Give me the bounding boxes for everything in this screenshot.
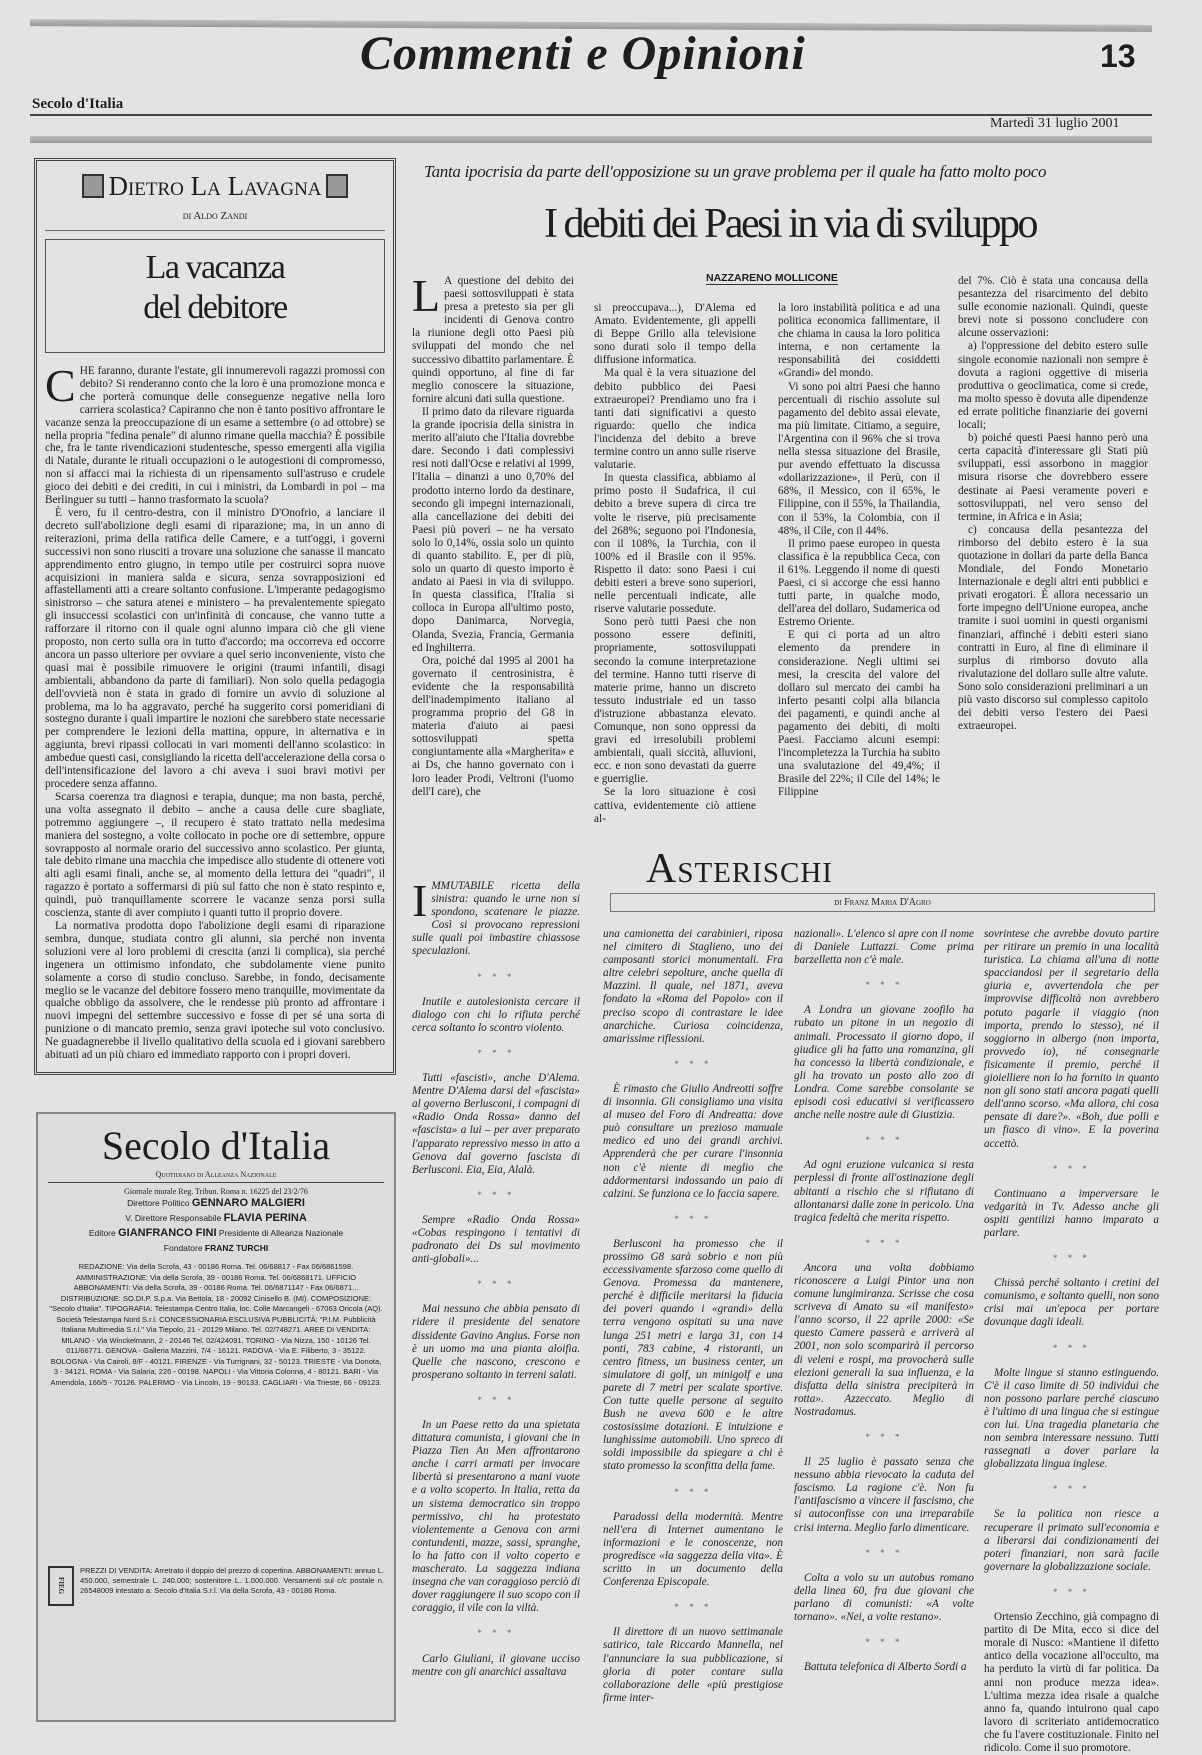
paragraph: Inutile e autolesionista cercare il dialogo con chi lo rifiuta perché cerca soltanto lo scontro violento. [412, 995, 580, 1034]
paragraph: Il primo paese europeo in questa classifica è la repubblica Ceca, con il 61%. Leggendo il nome di questi Paesi, ci si accorge che essi hanno tutti parte, in qualche modo, dell'area del dollaro, Sudamerica od Estremo Oriente. [778, 537, 940, 629]
paper-name-small: Secolo d'Italia [32, 96, 124, 112]
staff-row [48, 1241, 384, 1256]
paragraph: Sempre «Radio Onda Rossa» «Cobas respingono i tentativi di padronato dei Ds sul movimento anti-globali»... [412, 1213, 580, 1266]
separator-stars: * * * [674, 1213, 712, 1224]
paragraph: nazionali». L'elenco si apre con il nome di Daniele Luttazzi. Come prima barzelletta non c'è male. [794, 928, 974, 967]
masthead-box [36, 1112, 396, 1722]
drop-cap: C [45, 360, 76, 411]
separator-stars: * * * [477, 1628, 515, 1639]
masthead-title: Secolo d'Italia [101, 1123, 331, 1168]
paragraph: Carlo Giuliani, il giovane ucciso mentre con gli anarchici assaltava [412, 1652, 580, 1678]
paragraph: Scarsa coerenza tra diagnosi e terapia, dunque; ma non basta, perché, una volta assegnato il debito – anche a causa delle cure sbagliate, potremmo aggiungere –, il recupero è stato trattato nella medesima maniera del sostegno, a volte collocato in poche ore di settembre, oppure sovrapposto al normale orario del successivo anno scolastico. Per giunta, tale debito rimane una macchia che impedisce allo studente di ottenere voti alti agli esami finali, anche se, al momento della lettura dei "quadri", il ragazzo è portato a soffermarsi di più sul fatto che non è stato respinto e, quindi, può tranquillamente scorrere le vacanze senza porsi sulla coscienza, stante di aver compiuto i quanti tutto il proprio dovere. [45, 790, 385, 920]
paragraph: Sono però tutti Paesi che non possono essere definiti, propriamente, sottosviluppati secondo la comune interpretazione del termine. Hanno tutti riserve di materie prime, hanno un discreto tessuto industriale ed un tasso d'istruzione abbastanza elevato. Comunque, non sono oppressi da gravi ed irresolubili problemi ambientali, quali siccità, alluvioni, ecc. e non sono devastati da guerre e guerriglie. [594, 616, 756, 786]
separator-stars: * * * [477, 971, 515, 982]
column-author: di Aldo Zandi [45, 210, 385, 231]
asterischi-title: Asterischi [646, 846, 833, 892]
separator-stars: * * * [1052, 1253, 1091, 1264]
masthead-subtitle: Quotidiano di Alleanza Nazionale [48, 1170, 384, 1183]
paragraph: una camionetta dei carabinieri, riposa nel cimitero di Staglieno, uno dei camposanti storici monumentali. Fra altre celebri sepolture, anche quella di Mazzini. Il quale, nel 1871, aveva fondato la «Roma del Popolo» con il preciso scopo di contrastare le idee anarchiche. Curiosa coincidenza, amarissime riflessioni. [603, 928, 783, 1045]
separator-stars: * * * [865, 1237, 903, 1248]
paragraph: la loro instabilità politica e ad una politica economica fallimentare, il che chiama in causa la loro politica interna, e non certamente la responsabilità dei cosiddetti «Grandi» del mondo. [778, 302, 940, 380]
article-headline: I debiti dei Paesi in via di sviluppo [544, 201, 1036, 247]
paragraph: Mai nessuno che abbia pensato di ridere il presidente del senatore dissidente Gavino Angius. Forse non è un uomo ma una pianta aloifia. Quelle che nascono, crescono e prosperano soltanto in terreni salati. [412, 1303, 580, 1381]
paragraph: È rimasto che Giulio Andreotti soffre di insonnia. Gli consigliamo una visita al museo del Foro di Andreatta: dove può consultare un prezioso manuale medico ed uno dei grandi archivi. Apprenderà che per curare l'insonnia non c'è niente di meglio che addormentarsi indossando un paio di calzini. Se funziona ce lo faccia sapere. [603, 1082, 783, 1200]
rubric-title [45, 171, 385, 202]
paragraph: Battuta telefonica di Alberto Sordi a [804, 1661, 967, 1674]
asterischi-col-1 [412, 875, 580, 1740]
staff-name: FLAVIA PERINA [223, 1212, 307, 1224]
paragraph: Se la loro situazione è così cattiva, evidentemente ciò attiene al- [594, 786, 756, 825]
paragraph: sovrintese che avrebbe dovuto partire per ritirare un premio in una località turistica. La chiama all'una di notte spacciandosi per il segretario della giuria e, avvertendola che per improvvise difficoltà non avrebbero potuto pagarle il viaggio (non importa, prendo lo stesso), né il soggiorno in albergo (non importa, provvedo io), né consegnarle fisicamente il premio, perché il gioielliere non lo ha fornito in quanto non gli sono stati ancora pagati quelli dell'anno scorso. «Ma allora, chi cosa pensate di dare?». «Boh, due polli e un fiasco di vino». E la poverina accettò. [984, 928, 1159, 1150]
paragraph: b) poiché questi Paesi hanno però una certa capacità d'interessare gli Stati più sviluppati, essi assorbono in maggior misura risorse che dovrebbero essere destinate ai Paesi veramente poveri e sottosviluppati, nel vero senso del termine, in Africa e in Asia; [958, 432, 1148, 523]
staff-role: Direttore Politico [127, 1198, 190, 1208]
article-kicker: Tanta ipocrisia da parte dell'opposizione su un grave problema per il quale ha fatto molto poco [424, 162, 1047, 181]
separator-stars: * * * [477, 1189, 515, 1200]
staff-row [48, 1211, 384, 1226]
drop-cap: L [412, 270, 441, 321]
page-number: 13 [1100, 38, 1136, 74]
blackboard-icon [326, 174, 348, 198]
asterischi-col-4 [984, 928, 1159, 1754]
article-col-3 [778, 302, 940, 830]
masthead-details: REDAZIONE: Via della Scrofa, 43 - 00186 Roma. Tel. 06/68817 - Fax 06/6861598. AMMINISTRAZIONE: Via della Scrofa, 39 - 00186 Roma. Tel. 06/6868171. UFFICIO ABBONAMENTI: Via della Scrofa, 39 - 00186 Roma. Tel. 06/6871147 - Fax 06/6871... DISTRIBUZIONE: SO.DI.P. S.p.a. Via Bettola, 18 - 20092 Cinisello B. (MI). COMPOSIZIONE: "Secolo d'Italia". TIPOGRAFIA: Telestampa Centro Italia, loc. Colle Marcangeli - 67063 Oricola (AQ). Società Telestampa Nord S.r.l. CONCESSIONARIA ESCLUSIVA PUBBLICITÀ: "P.I.M. Pubblicità Italiana Multimedia S.r.l." Via Tiepolo, 21 - 20129 Milano. Tel. 02/748271. AREE DI VENDITA: MILANO - Via Winckelmann, 2 - 20146 Tel. 02/424091. TORINO - Via Nizza, 150 - 10126 Tel. 011/66771. GENOVA - Galleria Mazzini, 7/4 - 16121. PADOVA - Via E. Filiberto, 3 - 35122. BOLOGNA - Via Cairoli, 8/F - 40121. FIRENZE - Via Turrignani, 32 - 50123. TRIESTE - Via Donota, 3 - 34121. ROMA - Via Salaria, 226 - 00198. NAPOLI - Via Vittoria Colonna, 4 - 80121. BARI - Via Amendola, 166/5 - 70126. PALERMO - Via Lincoln, 19 - 90133. CAGLIARI - Via Trieste, 66 - 09123. [49, 1262, 383, 1387]
paragraph: Il direttore di un nuovo settimanale satirico, tale Riccardo Mannella, nel l'annunciare la sua pubblicazione, si gloria di poter contare sulla collaborazione delle «più prestigiose firme inter- [603, 1626, 783, 1704]
paragraph: Il 25 luglio è passato senza che nessuno abbia rievocato la caduta del fascismo. La ragione c'è. Non fu l'antifascismo a vincere il fascismo, che si autoconfisse con una irreparabile crisi interna. Meglio farlo dimenticare. [794, 1456, 974, 1534]
staff-role: Editore [88, 1228, 116, 1238]
paragraph: c) concausa della pesantezza del rimborso del debito estero è la sua quotazione in dollari da parte della Banca Mondiale, del Fondo Monetario Internazionale e degli altri enti pubblici e privati erogatori. È allora necessario un forte impegno dell'Unione europea, anche tramite i suoi uomini in questi organismi finanziari, affinché i debiti esteri siano contratti in Euro, al fine di eliminare il surplus di rimborso dovuto alla rivalutazione del dollaro sulle altre valute. Sono solo considerazioni preliminari a un più vasto discorso sul complesso capitolo dei debiti verso l'estero dei Paesi extraeuropei. [958, 523, 1148, 733]
paragraph: Vi sono poi altri Paesi che hanno percentuali di rischio assolute sul pagamento del debito assai elevate, ma più limitate. Citiamo, a seguire, l'Argentina con il 96% che si trova nella stessa situazione del Brasile, pur avendo effettuato la discussa «dollarizzazione», il Perù, con il 68%, il Messico, con il 65%, le Filippine, con il 55%, la Thailandia, con il 53%, la Colombia, con il 48%, il Cile, con il 44%. [778, 380, 940, 537]
asterischi-col-3 [794, 928, 974, 1740]
article-author: NAZZARENO MOLLICONE [706, 272, 838, 284]
paragraph: È vero, fu il centro-destra, con il ministro D'Onofrio, a lanciare il decreto sull'abolizione degli esami di riparazione; ma, in un anno di reiterazioni, prima della ratifica delle Camere, e a tutt'oggi, i governi successivi non sono riusciti a trovare una soluzione che sanasse il mancato apprendimento entro giugno, in tempo utile per costruirci sopra nuove acquisizioni in maniera salda e sicura, senza sovrapposizioni ed affastellamenti atti a creare soltanto confusione. L'imperante pedagogismo sinistrorso – che satura atenei e ministero – ha prevalentemente spiegato gli insuccessi scolastici con un'infinità di concause, che vanno tutte a rafforzare il ritorno con il quale ogni alunno impara ciò che gli viene proposto, non certo sulla ora in tutto d'accordo; ma occorreva ed occorre ancora un passo ulteriore per ovviare a quel serio inconveniente, visto che quasi mai è possibile rimuovere le origini (traumi infantili, disagi ambientali, abbandono da parte di familiari). Non solo quella pedagogia dell'ovvietà non è stata in grado di fornire un avvio di soluzione al problema, ma lo ha aggravato, perché ha suggerito corsi pomeridiani di sostegno durante i quali impartire le nozioni che sarebbero state necessarie per comprendere le lezioni della mattina, oppure, in alternativa e in aggiunta, brevi ripassi collocati in vari momenti dell'anno scolastico: in ambedue questi casi, consigliando la ricetta dell'accelerazione della corsa o dell'intensificazione del lavoro a chi aveva i suoi bravi motivi per procedere senza affanno. [45, 506, 385, 790]
column-body [45, 360, 385, 1062]
column-title-box [45, 239, 385, 353]
header-rule [30, 114, 1152, 116]
staff-name: GIANFRANCO FINI [118, 1227, 217, 1239]
separator-stars: * * * [477, 1279, 515, 1290]
asterischi-col-2 [603, 928, 783, 1740]
paragraph: Ortensio Zecchino, già compagno di partito di De Mita, ecco si dice del morale di Nusco: «Mantiene il difetto antico della vocazione all'occulto, ma ha perduto la virtù di far politica. Da anni non produce mezza idea». L'ultima mezza idea risale a qualche anno fa, quando intuirono qual capo lavoro di scriteriato antidemocratico che fu l'avere costituzionale. Finito nel ridicolo. Come il suo promotore. [984, 1611, 1159, 1754]
staff-list [48, 1196, 384, 1256]
paragraph: Ancora una volta dobbiamo riconoscere a Luigi Pintor una non comune lungimiranza. Scrisse che cosa scriveva di Amato su «il manifesto» l'anno scorso, il 22 aprile 2000: «Se questo Camere passerà e arriverà al 2001, non solo scomparirà il percorso di veleni e rospi, ma provocherà sulle elezioni generali la sua influenza, e la disfatta della sinistra precipiterà in rotta». Azzeccato. Meglio di Nostradamus. [794, 1261, 974, 1418]
paragraph: Chissà perché soltanto i cretini del comunismo, e soltanto quelli, non sono crisi mai un'epoca per portare dovunque dagli ideali. [984, 1277, 1159, 1329]
paragraph: HE faranno, durante l'estate, gli innumerevoli ragazzi promossi con debito? Si renderanno conto che la loro è una promozione monca e che porterà comunque delle conseguenze negative nella loro carriera scolastica? Capiranno che non è tanto positivo affrontare le vacanze senza la preoccupazione di un esame a settembre (o ad ottobre) se nella propria "fedina penale" di alunno rimane quella macchia? È possibile che, fra le tante rivendicazioni studentesche, spesso emergenti alla vigilia di Natale, durante le rituali occupazioni o le autogestioni di compromesso, non si affacci mai la richiesta di un ripensamento sull'astruso e crudele gioco dei debiti e dei crediti, in cui i ministri, da Lombardi in poi – ma Berlinguer su tutti – hanno trasformato la scuola? [45, 365, 385, 507]
paragraph: Ad ogni eruzione vulcanica si resta perplessi di fronte all'ostinazione degli abitanti a rischio che si rifiutano di allontanarsi dalle zone in pericolo. Una tragica fedeltà che merita rispetto. [794, 1159, 974, 1224]
article-col-4 [958, 275, 1148, 835]
section-title: Commenti e Opinioni [360, 27, 806, 80]
separator-stars: * * * [477, 1394, 515, 1405]
separator-stars: * * * [865, 1432, 903, 1442]
blackboard-icon [82, 174, 104, 198]
separator-stars: * * * [1052, 1163, 1091, 1174]
separator-stars: * * * [1052, 1586, 1091, 1597]
staff-row [48, 1226, 384, 1241]
staff-suffix: Presidente di Alleanza Nazionale [218, 1228, 344, 1238]
separator-stars: * * * [674, 1486, 712, 1497]
paragraph: Colta a volo su un autobus romano della linea 60, fra due giovani che parlano di comunisti: «A volte tornano». «Nei, a volte restano». [794, 1571, 974, 1624]
staff-name: GENNARO MALGIERI [191, 1197, 305, 1209]
registration: Giornale murale Reg. Tribun. Roma n. 16225 del 23/2/76 [124, 1187, 308, 1196]
separator-stars: * * * [865, 980, 903, 991]
paragraph: a) l'oppressione del debito estero sulle singole economie nazionali non sempre è dovuta a ragioni oggettive di miseria produttiva o geoclimatica, come si crede, ma molto spesso è dovuta alle dipendenze ed errate politiche finanziarie dei governi locali; [958, 340, 1148, 432]
paragraph: E qui ci porta ad un altro elemento da prendere in considerazione. Negli ultimi sei mesi, la crescita del valore del dollaro sul mercato dei cambi ha inferto pesanti colpi alla bilancia dei pagamenti, e quindi anche al pagamento dei debiti, di molti Paesi. Facciamo alcuni esempi: l'incompletezza la Turchia ha subito una svalutazione del 49,4%; il Brasile del 22%; il Cile del 14%; le Filippine [778, 629, 940, 799]
date: Martedì 31 luglio 2001 [990, 116, 1120, 131]
paragraph: del 7%. Ciò è stata una concausa della pesantezza del risarcimento del debito sulle economie nazionali. Quindi, queste brevi note si possono concludere con alcune osservazioni: [958, 275, 1148, 340]
masthead-prices: PREZZI DI VENDITA: Arretrato il doppio del prezzo di copertina. ABBONAMENTI: annuo L. 450.000, semestrale L. 240.000; sostenitore L. 1.000.000. Versamenti sul c/c postale n. 26548009 intestato a: Secolo d'Italia S.r.l. Via della Scrofa, 43 - 00186 Roma. [80, 1566, 384, 1595]
column-title-line1: La vacanza [145, 249, 285, 286]
column-title-line2: del debitore [143, 289, 287, 326]
header-bottom-rule [30, 136, 1152, 143]
paragraph: A questione del debito dei paesi sottosviluppati è stata presa a pretesto sia per gli incidenti di Genova contro la riunione degli otto Paesi più sviluppati del mondo che nel successivo dibattito parlamentare. È quindi opportuno, al fine di far meglio conoscere la situazione, fornire alcuni dati sulla questione. [412, 275, 574, 405]
paragraph: Ma qual è la vera situazione del debito pubblico dei Paesi extraeuropei? Prendiamo uno fra i tanti dati significativi a questo riguardo: quello che indica l'incidenza del debito a breve termine contro un anno sulle riserve valutarie. [594, 367, 756, 472]
staff-role: V. Direttore Responsabile [125, 1213, 222, 1223]
separator-stars: * * * [477, 1047, 515, 1058]
separator-stars: * * * [865, 1135, 903, 1146]
paragraph: In questa classifica, abbiamo al primo posto il Sudafrica, il cui debito a breve supera di circa tre volte le riserve, più precisamente del 268%; seguono poi l'Indonesia, con il 108%, la Turchia, con il 100% ed il Brasile con il 95%. Rispetto il dato: sono Paesi i cui debiti esteri a breve sono superiori, nelle percentuali indicate, alle riserve valutarie possedute. [594, 472, 756, 616]
separator-stars: * * * [865, 1547, 903, 1558]
article-col-1 [412, 270, 574, 830]
paragraph: In un Paese retto da una spietata dittatura comunista, i giovani che in Piazza Tien An Men affrontarono anche i carri armati per invocare libertà si presentarono a mani vuote e a volto scoperto. In Italia, retta da un sistema democratico sin troppo permissivo, chi ha protestato violentemente a Genova con armi contundenti, mazze, sassi, spranghe, lo ha fatto con il volto coperto e mascherato. La saggezza indiana insegna che van coraggioso perciò di dover raggiungere il suo scopo con il coraggio, il vile con la viltà. [412, 1419, 580, 1615]
separator-stars: * * * [674, 1602, 712, 1613]
paragraph: Il primo dato da rilevare riguarda la grande ipocrisia della sinistra in merito all'aiuto che l'Italia dovrebbe dare. Secondo i dati complessivi resi noti dall'Ocse e relativi al 1999, l'Italia – dinanzi a uno 0,70% del prodotto interno lordo da destinare, secondo gli impegni internazionali, alla cancellazione dei debiti dei Paesi più poveri – ne ha versato solo lo 0,14%, ossia solo un quinto di quanto stabilito. E, per di più, solo un quarto di questo importo è andato ai Paesi in via di sviluppo. In questa classifica, l'Italia si colloca in Europa all'ultimo posto, dopo Danimarca, Norvegia, Olanda, Svezia, Francia, Germania ed Inghilterra. [412, 405, 574, 654]
asterischi-author: di Franz Maria D'Agro [610, 893, 1155, 912]
separator-stars: * * * [674, 1058, 712, 1069]
separator-stars: * * * [1052, 1342, 1091, 1353]
paragraph: La normativa prodotta dopo l'abolizione degli esami di riparazione sembra, dunque, studiata contro gli alunni, sia perché non inventa soluzioni vere al loro problemi di crescita (anzi li complica), sia perché ingenera un ottimismo infondato, che subdolamente viene punito solamente a corso di studio concluso. Sarebbe, in fondo, decisamente meglio se le vacanze del debitore fossero meno tranquille, movimentate da qualche obbligo da assolvere, che le rendesse più pronto ad affrontare i nuovi impegni del settembre successivo e fosse di per sé una sorta di punizione o di mancato premio, senza gravi ipoteche sul voto conclusivo. Ne guadagnerebbe il livello qualitativo della scuola ed i giovani sarebbero abituati ad un più chiaro ed immediato rapporto con i propri doveri. [45, 919, 385, 1062]
paragraph: Continuano a imperversare le vedgarità in Tv. Adesso anche gli ospiti gentilizi hanno imparato a parlare. [984, 1187, 1159, 1239]
staff-role: Fondatore [163, 1243, 203, 1253]
rubric-label: Dietro La Lavagna [108, 171, 322, 201]
paragraph: Molte lingue si stanno estinguendo. C'è il caso limite di 50 individui che non possono parlare perché ciascuno è l'ultimo di una lingua che si estingue con lui. Una tragedia planetaria che non sembra interessare nessuno. Tutti rassegnati a dover parlare la globalizzata lingua inglese. [984, 1366, 1159, 1471]
paragraph: Berlusconi ha promesso che il prossimo G8 sarà sobrio e non più eccessivamente sfarzoso come quello di Genova. Promessa da mantenere, perché è difficile meritarsi la fiducia dei poveri quando i «grandi» della terra vengono ospitati su una nave lunga 251 metri e larga 31, con 14 ponti, 783 cabine, 4 ristoranti, un centro fitness, un business center, un simulatore di golf, un minigolf e una parete di 7 metri per scalate sportive. Con tutte quelle persone al seguito Bush ne aveva 600 e le altre costosissime dotazioni. E intuizione e lunghissime automobili. Uno spreco di soldi impossibile da spiegare a chi è stato promesso la sconfitta della fame. [603, 1237, 783, 1473]
paragraph: Se la politica non riesce a recuperare il primato sull'economia e a liberarsi dai condizionamenti dei poteri finanziari, non sarà facile governare la globalizzazione sociale. [984, 1508, 1159, 1573]
staff-name: FRANZ TURCHI [204, 1243, 269, 1253]
paragraph: Paradossi della modernità. Mentre nell'era di Internet aumentano le informazioni e le conoscenze, non progredisce «la saggezza della vita». È scritto in un documento della Conferenza Episcopale. [603, 1510, 783, 1589]
paragraph: Ora, poiché dal 1995 al 2001 ha governato il centrosinistra, è evidente che la responsabilità dell'inadempimento italiano al programma proprio del G8 in materia d'aiuto ai paesi sottosviluppati spetta congiuntamente alla «Margherita» e ai Ds, che hanno governato con i loro leader Prodi, Veltroni (l'uomo dell'I care), che [412, 654, 574, 798]
article-col-2 [594, 302, 756, 830]
paragraph: MMUTABILE ricetta della sinistra: quando le urne non si spondono, scatenare le piazze. Così si provocano repressioni sulle quali poi imbastire chiassose speculazioni. [412, 880, 580, 958]
staff-row [48, 1196, 384, 1211]
separator-stars: * * * [1052, 1484, 1091, 1495]
paragraph: si preoccupava...), D'Alema ed Amato. Evidentemente, gli appelli di Beppe Grillo alla televisione sono durati solo il tempo della diffusione informatica. [594, 302, 756, 367]
paragraph: Tutti «fascisti», anche D'Alema. Mentre D'Alema darsi del «fascista» al governo Berlusconi, i compagni di «Radio Onda Rossa» danno del «fascista» a lui – per aver preparato l'apparato repressivo messo in atto a Genova dal governo fascista di Berlusconi. Eia, Eia, Alalà. [412, 1072, 580, 1176]
paragraph: A Londra un giovane zoofilo ha rubato un pitone in un negozio di animali. Processato il giorno dopo, il giudice gli ha fatto una romanzina, gli ha concesso la libertà condizionale, e gli ha trovato un posto allo zoo di Londra. Come sarebbe consolante se episodi così educativi si verificassero anche nelle nostre aule di Giustizia. [794, 1004, 974, 1122]
column-box [34, 158, 396, 1075]
fieg-logo: FIEG [48, 1566, 74, 1606]
separator-stars: * * * [865, 1637, 903, 1648]
drop-cap: I [412, 875, 428, 926]
